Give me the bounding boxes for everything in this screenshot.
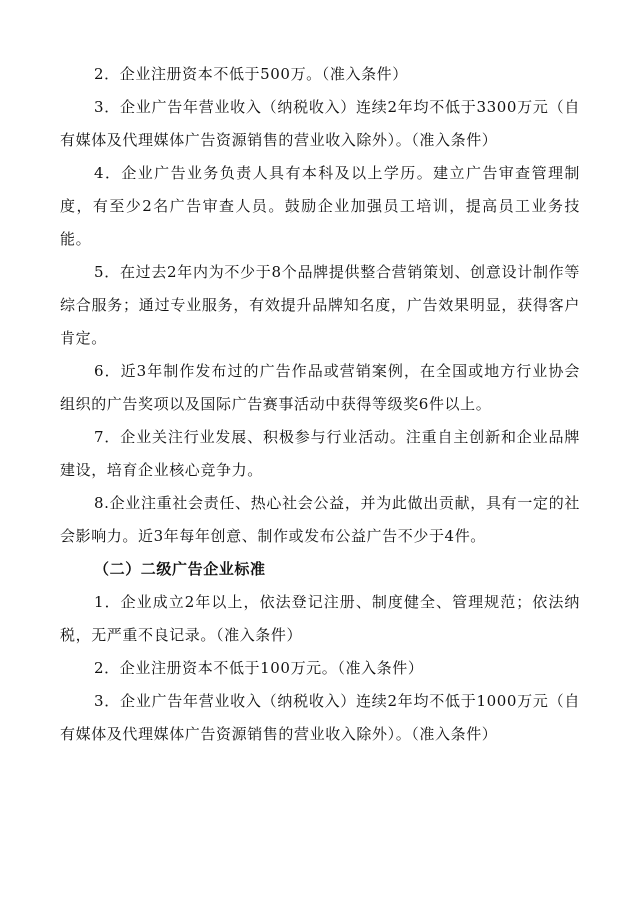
paragraph-awards: 6．近3年制作发布过的广告作品或营销案例，在全国或地方行业协会组织的广告奖项以及国际广告赛事活动中获得等级奖6件以上。	[60, 362, 580, 413]
paragraph-business-leader: 4．企业广告业务负责人具有本科及以上学历。建立广告审查管理制度，有至少2名广告审查人员。鼓励企业加强员工培训，提高员工业务技能。	[60, 164, 580, 248]
paragraph-industry-activity: 7．企业关注行业发展、积极参与行业活动。注重自主创新和企业品牌建设，培育企业核心竞争力。	[60, 428, 580, 479]
paragraph-revenue-3300: 3．企业广告年营业收入（纳税收入）连续2年均不低于3300万元（自有媒体及代理媒体广告资源销售的营业收入除外）。（准入条件）	[60, 98, 580, 149]
paragraph-revenue-1000: 3．企业广告年营业收入（纳税收入）连续2年均不低于1000万元（自有媒体及代理媒体广告资源销售的营业收入除外）。（准入条件）	[60, 692, 580, 743]
paragraph-registered-capital-100: 2．企业注册资本不低于100万元。（准入条件）	[94, 659, 424, 677]
paragraph-social-responsibility: 8.企业注重社会责任、热心社会公益，并为此做出贡献，具有一定的社会影响力。近3年每年创意、制作或发布公益广告不少于4件。	[60, 494, 580, 545]
paragraph-establishment: 1．企业成立2年以上，依法登记注册、制度健全、管理规范；依法纳税，无严重不良记录。（准入条件）	[60, 593, 580, 644]
paragraph-brand-services: 5．在过去2年内为不少于8个品牌提供整合营销策划、创意设计制作等综合服务；通过专业服务，有效提升品牌知名度，广告效果明显，获得客户肯定。	[60, 263, 580, 347]
paragraph-registered-capital-500: 2．企业注册资本不低于500万。（准入条件）	[94, 65, 408, 83]
document-page	[60, 58, 580, 751]
section-heading-level-two: （二）二级广告企业标准	[94, 560, 266, 578]
